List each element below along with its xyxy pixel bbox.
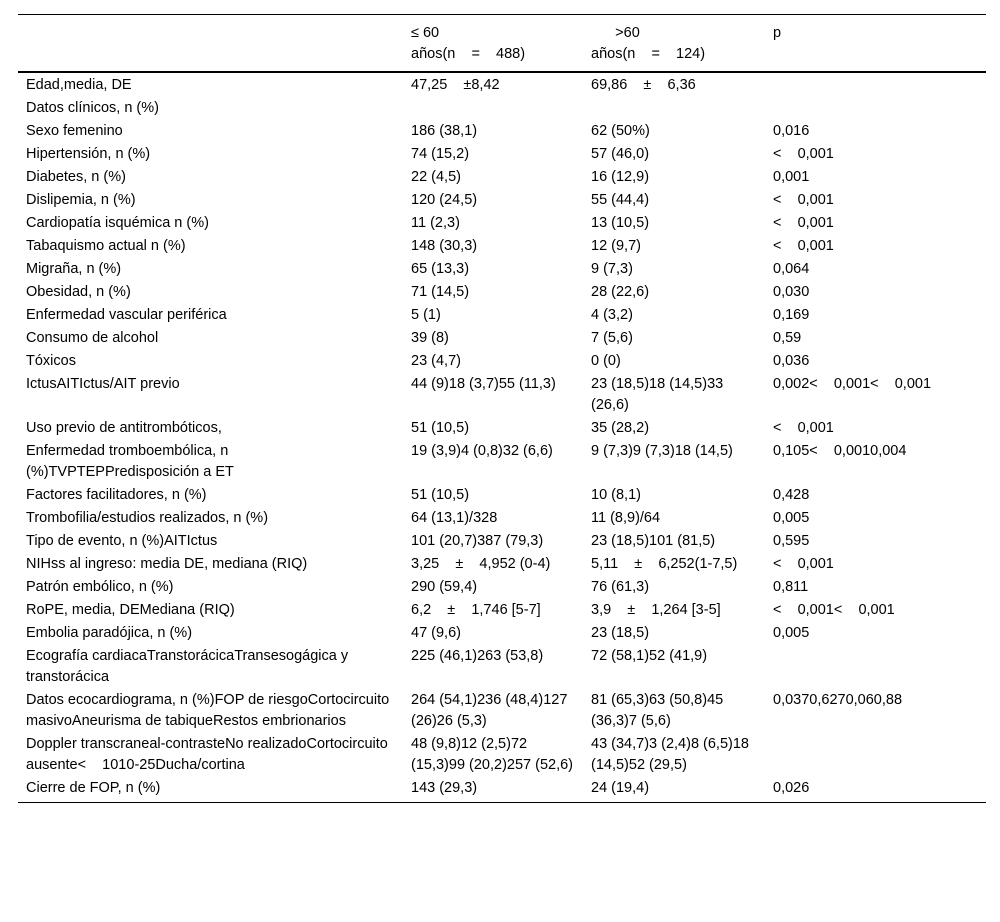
p-value: < 0,001: [773, 215, 834, 231]
value-over-60: [583, 97, 765, 120]
p-value: [765, 645, 986, 689]
row-label: Edad,media, DE: [26, 77, 132, 93]
p-value: 0,811: [773, 579, 809, 595]
value-over-60: 23 (18,5): [591, 625, 650, 641]
table-row: [18, 733, 986, 777]
value-60-or-less: 3,25 ± 4,952 (0-4): [411, 556, 551, 572]
value-60-or-less: 47,25 ±8,42: [411, 77, 500, 93]
value-over-60: 62 (50%): [591, 123, 650, 139]
value-60-or-less: 120 (24,5): [411, 192, 478, 208]
value-60-or-less: 48 (9,8)12 (2,5)72 (15,3)99 (20,2)257 (52,6): [411, 736, 574, 773]
p-value: < 0,001: [773, 238, 834, 254]
value-60-or-less: 23 (4,7): [411, 353, 461, 369]
value-60-or-less: 65 (13,3): [411, 261, 470, 277]
row-label: Tabaquismo actual n (%): [26, 238, 186, 254]
table-row: [18, 689, 986, 733]
value-over-60: 69,86 ± 6,36: [591, 77, 696, 93]
value-60-or-less: 64 (13,1)/328: [411, 510, 498, 526]
row-label: IctusAITIctus/AIT previo: [26, 376, 180, 392]
table-row: [18, 350, 986, 373]
header-row: [18, 15, 986, 73]
table-row: [18, 166, 986, 189]
row-label: RoPE, media, DEMediana (RIQ): [26, 602, 235, 618]
data-table: [18, 14, 986, 803]
p-value: < 0,001: [773, 420, 834, 436]
value-60-or-less: 51 (10,5): [411, 420, 470, 436]
row-label: Consumo de alcohol: [26, 330, 159, 346]
p-value: [765, 733, 986, 777]
row-label: Cierre de FOP, n (%): [26, 780, 161, 796]
table-row: [18, 72, 986, 97]
table-row: [18, 553, 986, 576]
value-over-60: 28 (22,6): [591, 284, 650, 300]
p-value: 0,005: [773, 510, 810, 526]
value-over-60: 23 (18,5)18 (14,5)33 (26,6): [591, 376, 728, 413]
value-over-60: 3,9 ± 1,264 [3-5]: [591, 602, 721, 618]
p-value: 0,002< 0,001< 0,001: [773, 376, 932, 392]
row-label: Factores facilitadores, n (%): [26, 487, 207, 503]
value-over-60: 12 (9,7): [591, 238, 641, 254]
value-60-or-less: 290 (59,4): [411, 579, 478, 595]
value-60-or-less: 71 (14,5): [411, 284, 470, 300]
row-label: Dislipemia, n (%): [26, 192, 136, 208]
table-row: [18, 777, 986, 803]
row-label: Datos ecocardiograma, n (%)FOP de riesgoCortocircuito masivoAneurisma de tabiqueRestos embrionarios: [26, 692, 394, 729]
p-value: < 0,001: [773, 192, 834, 208]
value-60-or-less: 225 (46,1)263 (53,8): [411, 648, 544, 664]
row-label: Doppler transcraneal-contrasteNo realizadoCortocircuito ausente< 1010-25Ducha/cortina: [26, 736, 392, 773]
value-60-or-less: 6,2 ± 1,746 [5-7]: [411, 602, 541, 618]
table-header: [18, 15, 986, 73]
value-60-or-less: [403, 97, 583, 120]
value-60-or-less: 51 (10,5): [411, 487, 470, 503]
p-value: 0,064: [773, 261, 810, 277]
table-row: [18, 440, 986, 484]
table-row: [18, 189, 986, 212]
value-over-60: 13 (10,5): [591, 215, 650, 231]
table-row: [18, 622, 986, 645]
value-60-or-less: 44 (9)18 (3,7)55 (11,3): [411, 376, 556, 392]
p-value: 0,169: [773, 307, 810, 323]
p-value: 0,016: [773, 123, 810, 139]
p-value: 0,026: [773, 780, 810, 796]
p-value: 0,005: [773, 625, 810, 641]
p-value: 0,428: [773, 487, 810, 503]
header-group-over-60: >60 años(n = 124): [591, 25, 706, 62]
row-label: Hipertensión, n (%): [26, 146, 151, 162]
row-label: Sexo femenino: [26, 123, 123, 139]
header-label-column: [18, 15, 403, 73]
value-60-or-less: 39 (8): [411, 330, 449, 346]
value-over-60: 5,11 ± 6,252(1-7,5): [591, 556, 738, 572]
value-60-or-less: 186 (38,1): [411, 123, 478, 139]
row-label: Embolia paradójica, n (%): [26, 625, 193, 641]
table-body: [18, 72, 986, 803]
row-label: Datos clínicos, n (%): [26, 100, 159, 116]
value-over-60: 35 (28,2): [591, 420, 650, 436]
value-over-60: 57 (46,0): [591, 146, 650, 162]
header-p-value: p: [773, 25, 782, 41]
row-label: Uso previo de antitrombóticos,: [26, 420, 222, 436]
value-over-60: 9 (7,3)9 (7,3)18 (14,5): [591, 443, 733, 459]
value-60-or-less: 22 (4,5): [411, 169, 461, 185]
row-label: Tóxicos: [26, 353, 76, 369]
p-value: 0,105< 0,0010,004: [773, 443, 907, 459]
row-label: Diabetes, n (%): [26, 169, 126, 185]
row-label: Trombofilia/estudios realizados, n (%): [26, 510, 269, 526]
value-60-or-less: 19 (3,9)4 (0,8)32 (6,6): [411, 443, 553, 459]
table-row: [18, 576, 986, 599]
p-value: 0,0370,6270,060,88: [773, 692, 903, 708]
table-row: [18, 97, 986, 120]
value-over-60: 23 (18,5)101 (81,5): [591, 533, 716, 549]
value-over-60: 4 (3,2): [591, 307, 633, 323]
value-over-60: 43 (34,7)3 (2,4)8 (6,5)18 (14,5)52 (29,5): [591, 736, 754, 773]
table-row: [18, 281, 986, 304]
table-row: [18, 507, 986, 530]
value-over-60: 11 (8,9)/64: [591, 510, 661, 526]
p-value: 0,001: [773, 169, 810, 185]
value-60-or-less: 143 (29,3): [411, 780, 478, 796]
table-row: [18, 258, 986, 281]
value-60-or-less: 5 (1): [411, 307, 441, 323]
p-value: 0,030: [773, 284, 810, 300]
row-label: Obesidad, n (%): [26, 284, 131, 300]
header-group-60-or-less: ≤ 60 años(n = 488): [411, 25, 526, 62]
row-label: Migraña, n (%): [26, 261, 122, 277]
row-label: Enfermedad tromboembólica, n (%)TVPTEPPredisposición a ET: [26, 443, 234, 480]
p-value: [765, 97, 986, 120]
row-label: Cardiopatía isquémica n (%): [26, 215, 209, 231]
value-60-or-less: 264 (54,1)236 (48,4)127 (26)26 (5,3): [411, 692, 572, 729]
value-over-60: 81 (65,3)63 (50,8)45 (36,3)7 (5,6): [591, 692, 728, 729]
row-label: Tipo de evento, n (%)AITIctus: [26, 533, 218, 549]
value-60-or-less: 47 (9,6): [411, 625, 461, 641]
p-value: 0,59: [773, 330, 802, 346]
data-table-container: [18, 14, 986, 803]
table-row: [18, 373, 986, 417]
value-over-60: 16 (12,9): [591, 169, 650, 185]
p-value: < 0,001< 0,001: [773, 602, 895, 618]
value-60-or-less: 101 (20,7)387 (79,3): [411, 533, 544, 549]
table-row: [18, 235, 986, 258]
p-value: 0,595: [773, 533, 810, 549]
value-over-60: 76 (61,3): [591, 579, 650, 595]
value-over-60: 55 (44,4): [591, 192, 650, 208]
value-over-60: 9 (7,3): [591, 261, 633, 277]
table-row: [18, 143, 986, 166]
value-60-or-less: 148 (30,3): [411, 238, 478, 254]
value-over-60: 0 (0): [591, 353, 621, 369]
table-row: [18, 484, 986, 507]
table-row: [18, 530, 986, 553]
table-row: [18, 327, 986, 350]
value-over-60: 24 (19,4): [591, 780, 650, 796]
p-value: [765, 72, 986, 97]
table-row: [18, 120, 986, 143]
value-over-60: 72 (58,1)52 (41,9): [591, 648, 708, 664]
value-over-60: 7 (5,6): [591, 330, 633, 346]
row-label: NIHss al ingreso: media DE, mediana (RIQ): [26, 556, 308, 572]
p-value: < 0,001: [773, 146, 834, 162]
value-60-or-less: 74 (15,2): [411, 146, 470, 162]
value-over-60: 10 (8,1): [591, 487, 641, 503]
value-60-or-less: 11 (2,3): [411, 215, 460, 231]
table-row: [18, 417, 986, 440]
table-row: [18, 599, 986, 622]
row-label: Ecografía cardiacaTranstorácicaTransesogágica y transtorácica: [26, 648, 353, 685]
row-label: Patrón embólico, n (%): [26, 579, 174, 595]
p-value: 0,036: [773, 353, 810, 369]
table-row: [18, 212, 986, 235]
row-label: Enfermedad vascular periférica: [26, 307, 227, 323]
table-row: [18, 304, 986, 327]
table-row: [18, 645, 986, 689]
p-value: < 0,001: [773, 556, 834, 572]
